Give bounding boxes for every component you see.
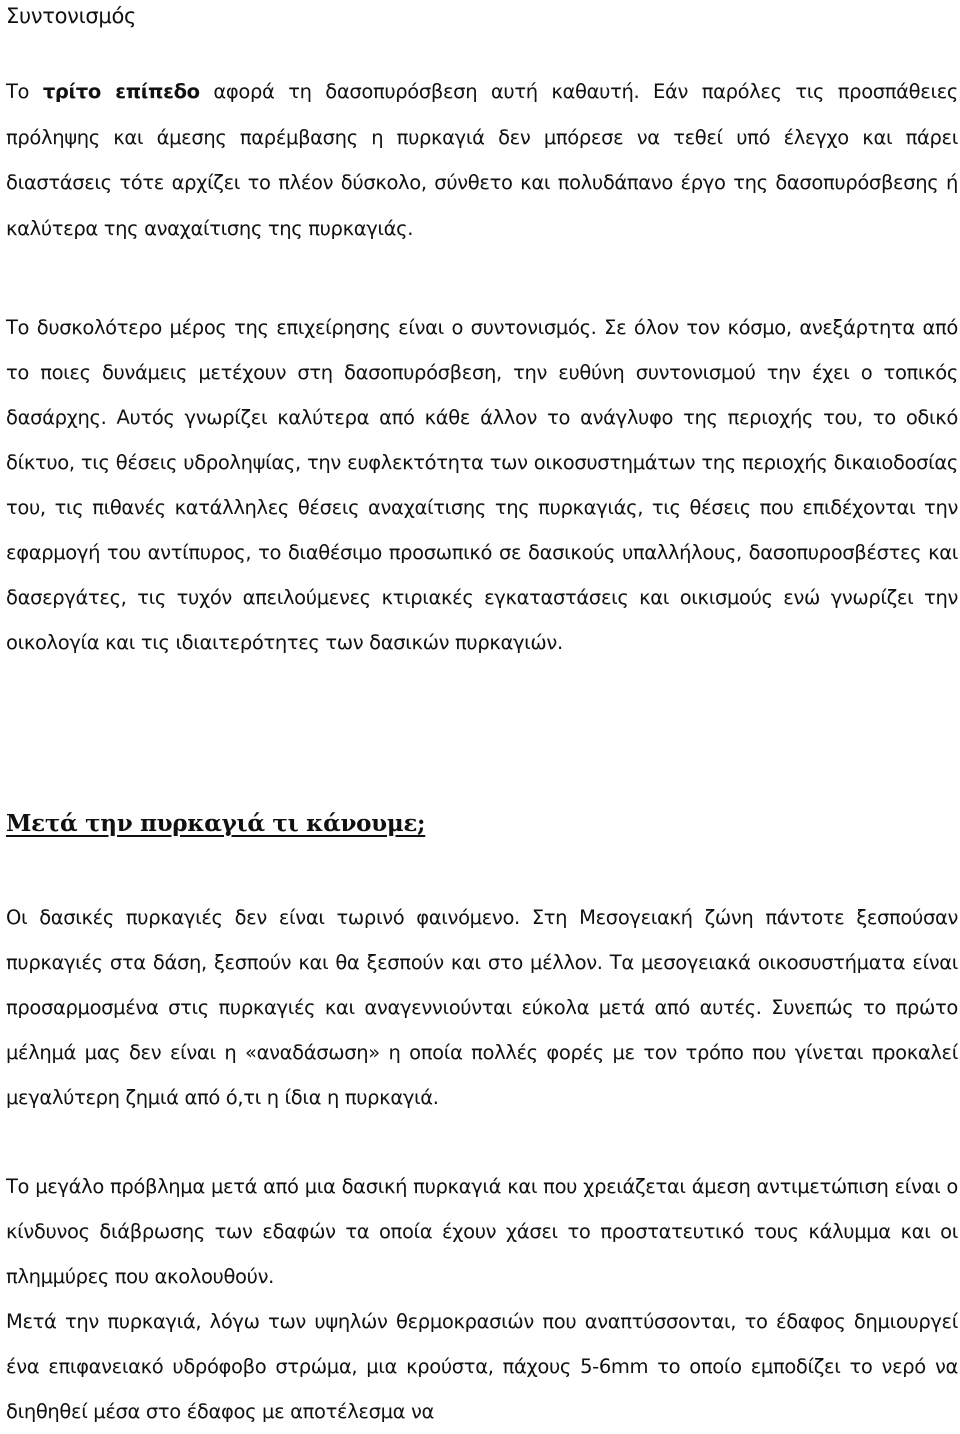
paragraph-third-level-lead: Το: [6, 80, 43, 103]
section-title: Συντονισμός: [6, 4, 137, 28]
paragraph-coordination: Το δυσκολότερο μέρος της επιχείρησης είναι ο συντονισμός. Σε όλον τον κόσμο, ανεξάρτητα από το ποιες δυνάμεις μετέχουν στη δασοπυρόσβεση, την ευθύνη συντονισμού την έχει ο τοπικός δασάρχης. Αυτός γνωρίζει καλύτερα από κάθε άλλον το ανάγλυφο της περιοχής του, το οδικό δίκτυο, τις θέσεις υδροληψίας, την ευφλεκτότητα των οικοσυστημάτων της περιοχής δικαιοδοσίας του, τις πιθανές κατάλληλες θέσεις αναχαίτισης της πυρκαγιάς, τις θέσεις που επιδέχονται την εφαρμογή του αντίπυρος, το διαθέσιμο προσωπικό σε δασικούς υπαλλήλους, δασοπυροσβέστες και δασεργάτες, τις τυχόν απειλούμενες κτιριακές εγκαταστάσεις και οικισμούς ενώ γνωρίζει την οικολογία και τις ιδιαιτερότητες των δασικών πυρκαγιών.: [6, 316, 958, 654]
paragraph-third-level: [6, 69, 958, 251]
after-fire-heading: Μετά την πυρκαγιά τι κάνουμε;: [6, 810, 426, 837]
emphasis-third-level: τρίτο επίπεδο: [42, 80, 200, 103]
paragraph-mediterranean-fires: Οι δασικές πυρκαγιές δεν είναι τωρινό φαινόμενο. Στη Μεσογειακή ζώνη πάντοτε ξεσπούσαν πυρκαγιές στα δάση, ξεσπούν και θα ξεσπούν και στο μέλλον. Τα μεσογειακά οικοσυστήματα είναι προσαρμοσμένα στις πυρκαγιές και αναγεννιούνται εύκολα μετά από αυτές. Συνεπώς το πρώτο μέλημά μας δεν είναι η «αναδάσωση» η οποία πολλές φορές με τον τρόπο που γίνεται προκαλεί μεγαλύτερη ζημιά από ό,τι η ίδια η πυρκαγιά.: [6, 906, 958, 1109]
paragraph-erosion-risk: Το μεγάλο πρόβλημα μετά από μια δασική πυρκαγιά και που χρειάζεται άμεση αντιμετώπιση είναι ο κίνδυνος διάβρωσης των εδαφών τα οποία έχουν χάσει το προστατευτικό τους κάλυμμα και οι πλημμύρες που ακολουθούν.: [6, 1175, 958, 1288]
paragraph-hydrophobic-layer: Μετά την πυρκαγιά, λόγω των υψηλών θερμοκρασιών που αναπτύσσονται, το έδαφος δημιουργεί ένα επιφανειακό υδρόφοβο στρώμα, μια κρούστα, πάχους 5-6mm το οποίο εμποδίζει το νερό να διηθηθεί μέσα στο έδαφος με αποτέλεσμα να: [6, 1310, 958, 1423]
paragraph-third-level-body: αφορά τη δασοπυρόσβεση αυτή καθαυτή. Εάν παρόλες τις προσπάθειες πρόληψης και άμεσης παρέμβασης η πυρκαγιά δεν μπόρεσε να τεθεί υπό έλεγχο και πάρει διαστάσεις τότε αρχίζει το πλέον δύσκολο, σύνθετο και πολυδάπανο έργο της δασοπυρόσβεσης ή καλύτερα της αναχαίτισης της πυρκαγιάς.: [6, 80, 958, 240]
